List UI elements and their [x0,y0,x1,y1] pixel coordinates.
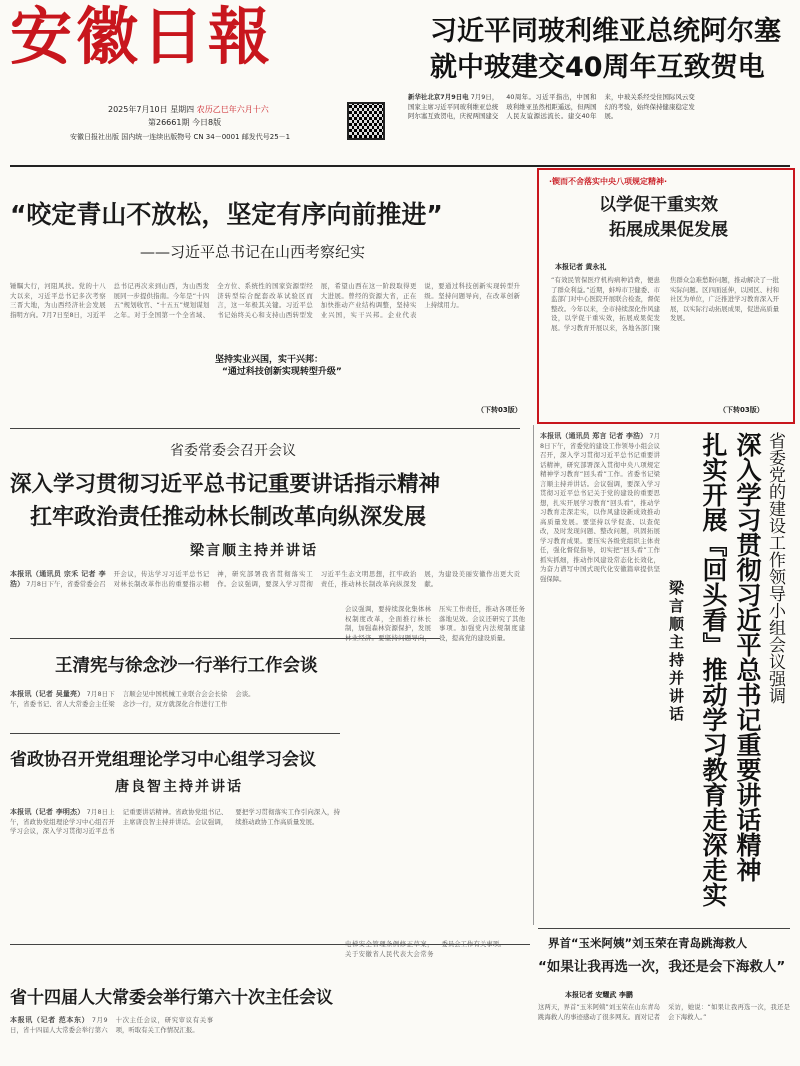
story5-body: 本报讯（记者 范本东） 7月9日，省十四届人大常委会举行第六十次主任会议，研究审议有关事项，听取有关工作情况汇报。 [10,1016,214,1034]
bottom-right-body: 这两天，界首“玉米阿姨”刘玉荣在山东青岛跳海救人的事迹感动了很多网友。面对记者采访，她说：“如果让我再选一次，我还是会下海救人。” [538,1003,790,1021]
masthead-divider [10,165,790,167]
story4-body: 本报讯（记者 李明杰） 7月8日上午，省政协党组理论学习中心组召开学习会议，深入学习贯彻习近平总书记重要讲话精神。省政协党组书记、主席唐良智主持并讲话。会议强调，要把学习贯彻落实工作引向深入，持续推动政协工作高质量发展。 [10,808,340,835]
section-divider [10,428,520,429]
bottom-right-kicker: 界首“玉米阿姨”刘玉荣在青岛跳海救人 [548,936,748,950]
vertical-story-body: 本报讯（通讯员 郑言 记者 李浩） 7月8日下午，省委党的建设工作领导小组会议召开，深入学习贯彻习近平总书记重要讲话精神，研究部署深入贯彻中央八项规定精神学习教育“回头看”工作。省委书记梁言顺主持并讲话。会议强调，要深入学习贯彻习近平总书记关于党的建设的重要思想，扎实开展学习教育“回头看”，推动学习教育走深走实，以作风建设新成效推动高质量发展。要坚持以学促查、以查促改，及时发现问题、整改问题，巩固拓展学习教育成果。要压实各级党组织主体责任，强化督促指导，切实把“回头看”工作抓实抓细，推动作风建设常态化长效化，为奋力谱写中国式现代化安徽篇章提供坚强保障。 [540,432,660,583]
masthead-logo: 安徽日報 [10,0,275,73]
vertical-subtitle: 梁言顺主持并讲话 [667,580,685,724]
issue-lunar: 农历乙巳年六月十六 [196,105,269,114]
issue-postal: 邮发代号25－1 [241,133,291,141]
lead-headline-2: 就中玻建交40周年互致贺电 [430,52,765,83]
lead-dateline: 新华社北京7月9日电 [408,93,469,101]
vertical-kicker: 省委党的建设工作领导小组会议强调 [765,432,785,704]
vertical-headline-2: 扎实开展『回头看』推动学习教育走深走实 [699,432,728,907]
feature-section-heading: 坚持实业兴国，实干兴邦： [215,355,324,365]
boxed-headline-2: 拓展成果促发展 [609,220,728,240]
boxed-headline-1: 以学促干重实效 [599,195,718,215]
bottom-right-byline: 本报记者 安耀武 李鹏 [565,991,633,999]
issue-pages: 今日8版 [192,118,222,127]
vertical-headline-1: 深入学习贯彻习近平总书记重要讲话精神 [733,432,762,882]
issue-number-line [148,117,221,129]
story4-subtitle: 唐良智主持并讲话 [115,779,243,795]
story2-subtitle: 梁言顺主持并讲话 [190,543,318,559]
boxed-byline: 本报记者 黄永礼 [555,263,607,271]
issue-cn: 国内统一连续出版物号 CN 34－0001 [121,133,240,141]
story2-byline: 本报讯（通讯员 宗禾 记者 李浩） [10,570,106,588]
qr-code-icon [347,102,385,140]
bottom-right-headline: “如果让我再选一次，我还是会下海救人” [538,959,786,975]
feature-section-quote: “通过科技创新实现转型升级” [222,367,342,377]
issue-date: 2025年7月10日 [108,105,168,114]
feature-subtitle: ——习近平总书记在山西考察纪实 [140,243,366,261]
issue-weekday: 星期四 [170,105,195,114]
boxed-continued: （下转03版） [719,406,764,414]
story5-side-body: 电梯安全管理条例修正草案，关于安徽省人民代表大会常务委员会工作有关事项。 [345,940,506,958]
vertical-byline: 本报讯（通讯员 郑言 记者 李浩） [540,432,648,440]
feature-body: 锤瞩大行，河阻风扶。党的十八大以来，习近平总书记多次考察三晋大地，为山西经济社会发展指明方向。7月7日至8日，习近平总书记再次来到山西，为山西发展同一步提供指南。今年是“十四五”规划收官、“十五五”规划谋划之年。对于全国第一个全省域、全方位、系统性的国家资源型经济转型综合配套改革试验区而言，这一年极其关键。习近平总书记始终关心和支持山西转型发展，希望山西在这一阶段取得更大进展。曾经的资源大省，正在加快推动产业结构调整，坚持实业兴国，实干兴邦。企业代表说，要通过科技创新实现转型升级。坚持问题导向，在改革创新上持续用力。 [10,282,520,319]
feature-headline: “咬定青山不放松，坚定有序向前推进” [10,200,443,229]
story2-headline-1: 深入学习贯彻习近平总书记重要讲话指示精神 [10,472,441,497]
story2-continued-body: 会议强调，要持续深化集体林权制度改革，全面推行林长制，加强森林资源保护，发展林业经济。要坚持问题导向，压实工作责任，推动各项任务落地见效。会议还研究了其他事项。加强党内法规制度建设，提高党的建设质量。 [345,605,525,642]
story4-headline: 省政协召开党组理论学习中心组学习会议 [10,750,316,770]
lead-body [408,93,793,163]
story3-headline: 王清宪与徐念沙一行举行工作会谈 [55,656,318,676]
story2-kicker: 省委常委会召开会议 [170,443,296,459]
bottom-right-divider [538,928,790,929]
column-divider [533,425,534,925]
boxed-kicker: ·锲而不舍落实中央八项规定精神· [549,177,668,186]
issue-number: 第26661期 [148,118,190,127]
story5-byline: 本报讯（记者 范本东） [10,1016,90,1024]
feature-continued: （下转03版） [477,406,522,414]
boxed-story [537,168,795,424]
issue-info [108,104,348,116]
story4-divider [10,733,340,734]
story3-body: 本报讯（记者 吴量亮） 7月8日下午，省委书记、省人大常委会主任梁言顺会见中国机械工业联合会会长徐念沙一行，双方就深化合作进行工作会谈。 [10,690,255,708]
story4-byline: 本报讯（记者 李明杰） [10,808,85,816]
boxed-body: “有效民管保医疗机构病种消费，便患了群众利益。”近期，蚌埠市卫健委、市监部门对中心医院开展联合检查，督促整改。今年以来，全市持续深化作风建设，以学促干重实效，拓展成果促发展。学习教育开展以来，各地各部门聚焦群众急难愁盼问题，推动解决了一批实际问题。区四面延伸，以园区、村和社区为单位，广泛推进学习教育深入开展，以实际行动拓展成果，促进高质量发展。 [551,276,779,332]
issue-registration [70,131,290,143]
issue-publisher: 安徽日报社出版 [70,133,119,141]
lead-body-text: 7月9日，国家主席习近平同玻利维亚总统阿尔塞互致贺电，庆祝两国建交40周年。习近平指出，中国和玻利维亚虽然相距遥远，但两国人民友谊源远流长。建交40年来，中玻关系经受住国际风云变幻的考验，始终保持健康稳定发展。 [408,93,695,120]
story2-body: 本报讯（通讯员 宗禾 记者 李浩） 7月8日下午，省委常委会召开会议，传达学习习近平总书记对林长制改革作出的重要指示精神，研究部署我省贯彻落实工作。会议强调，要深入学习贯彻习近平生态文明思想，扛牢政治责任，推动林长制改革向纵深发展，为建设美丽安徽作出更大贡献。 [10,570,520,588]
story2-headline-2: 扛牢政治责任推动林长制改革向纵深发展 [30,505,427,530]
story5-headline: 省十四届人大常委会举行第六十次主任会议 [10,988,333,1008]
story3-byline: 本报讯（记者 吴量亮） [10,690,85,698]
lead-headline-1: 习近平同玻利维亚总统阿尔塞 [430,16,781,47]
